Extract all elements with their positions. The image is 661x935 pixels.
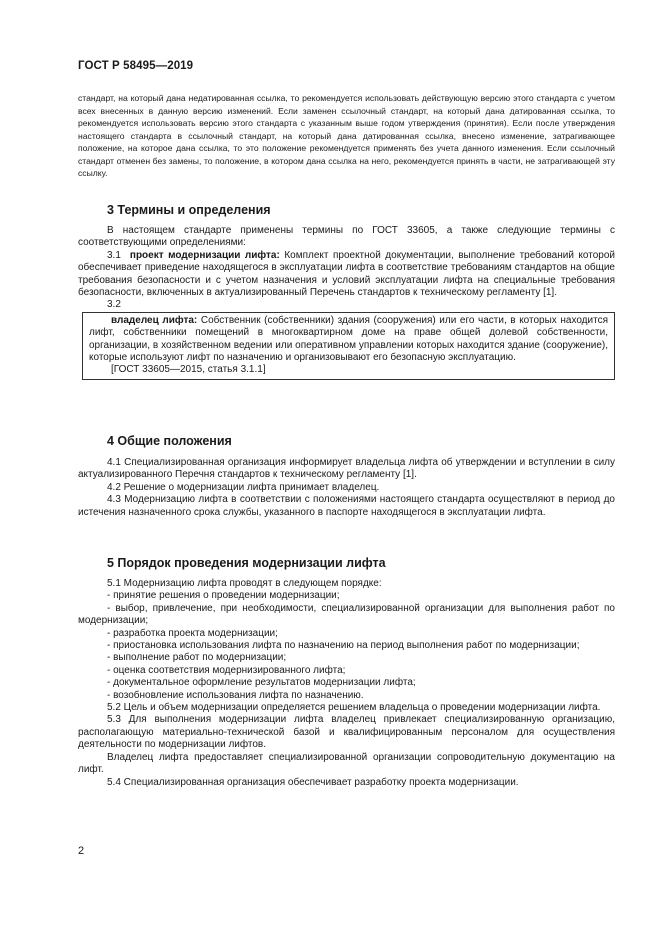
list-item: - принятие решения о проведении модернизации; [107, 590, 340, 602]
list-item: - разработка проекта модернизации; [107, 627, 278, 639]
clause-5-3: 5.3 Для выполнения модернизации лифта владелец привлекает специализированную организацию, располагающую материально-технической базой и квалифицированным персоналом для осуществления деятельности по модернизации лифтов. [78, 714, 615, 751]
list-item: - оценка соответствия модернизированного лифта; [107, 664, 346, 676]
term-3-2-definition: Собственник (собственники) здания (сооружения) или его части, в которых находится лифт, собственники помещений в многоквартирном доме на праве общей долевой собственности, организации, в хозяйственном ведении или оперативном управлении которых находится здание (сооружение), которые используют лифт по назначению и организовывают его безопасную эксплуатацию. [89, 314, 608, 364]
clause-4-3: 4.3 Модернизацию лифта в соответствии с положениями настоящего стандарта осуществляют в период до истечения назначенного срока службы, указанного в паспорте находящегося в эксплуатации лифта. [78, 494, 615, 518]
clause-5-2: 5.2 Цель и объем модернизации определяется решением владельца о проведении модернизации лифта. [107, 702, 601, 714]
intro-block [78, 92, 615, 180]
section-3 [78, 203, 615, 380]
section-5-title: 5 Порядок проведения модернизации лифта [107, 556, 386, 570]
clause-4-2: 4.2 Решение о модернизации лифта принимает владелец. [107, 481, 380, 493]
section-3-intro: В настоящем стандарте применены термины по ГОСТ 33605, а также следующие термины с соответствующими определениями: [78, 225, 615, 249]
clause-5-4: 5.4 Специализированная организация обеспечивает разработку проекта модернизации. [107, 776, 519, 788]
term-3-2-number: 3.2 [107, 299, 121, 311]
list-item: - приостановка использования лифта по назначению на период выполнения работ по модернизации; [107, 640, 580, 652]
clause-5-3-continued: Владелец лифта предоставляет специализированной организации сопроводительную документацию на лифт. [78, 751, 615, 776]
term-3-2-source: [ГОСТ 33605—2015, статья 3.1.1] [111, 364, 266, 376]
term-3-2-name: владелец лифта: [111, 314, 198, 326]
list-item: - возобновление использования лифта по назначению. [107, 689, 364, 701]
term-3-1-name: проект модернизации лифта: [129, 249, 280, 261]
term-3-1-definition: Комплект проектной документации, выполнение требований которой обеспечивает приведение находящегося в эксплуатации лифта в соответствие требованиям стандартов на общие требования безопасности и с учетом назначения и условий эксплуатации лифта на специальные требования безопасности, включенных в актуализированный Перечень стандартов к техническому регламенту [1]. [78, 249, 615, 299]
document-header: ГОСТ Р 58495—2019 [78, 60, 194, 72]
list-item: - документальное оформление результатов модернизации лифта; [107, 677, 416, 689]
intro-paragraph: стандарт, на который дана недатированная ссылка, то рекомендуется использовать действующую версию этого стандарта с учетом всех внесенных в данную версию изменений. Если заменен ссылочный стандарт, на который дана датированная ссылка, то рекомендуется использовать версию этого стандарта с указанным выше годом утверждения (принятия). Если после утверждения настоящего стандарта в ссылочный стандарт, на который дана датированная ссылка, внесено изменение, затрагивающее положение, на которое дана ссылка, то это положение рекомендуется применять без учета данного изменения. Если ссылочный стандарт отменен без замены, то положение, в котором дана ссылка на него, рекомендуется принять в части, не затрагивающей эту ссылку. [78, 93, 615, 178]
term-3-1 [78, 250, 615, 300]
list-item: - выбор, привлечение, при необходимости, специализированной организации для выполнения работ по модернизации; [78, 602, 615, 627]
section-4-title: 4 Общие положения [107, 434, 232, 448]
page-number: 2 [78, 845, 85, 857]
list-item: - выполнение работ по модернизации; [107, 652, 287, 664]
term-3-1-number: 3.1 [107, 249, 121, 261]
section-5 [78, 556, 615, 789]
term-3-2 [89, 315, 608, 365]
clause-4-1: 4.1 Специализированная организация информирует владельца лифта об утверждении и вступлении в силу актуализированного Перечня стандартов к техническому регламенту [1]. [78, 457, 615, 481]
clause-5-1: 5.1 Модернизацию лифта проводят в следующем порядке: [107, 578, 382, 589]
section-3-title: 3 Термины и определения [107, 203, 271, 217]
term-3-2-box [82, 312, 615, 380]
section-4 [78, 434, 615, 519]
